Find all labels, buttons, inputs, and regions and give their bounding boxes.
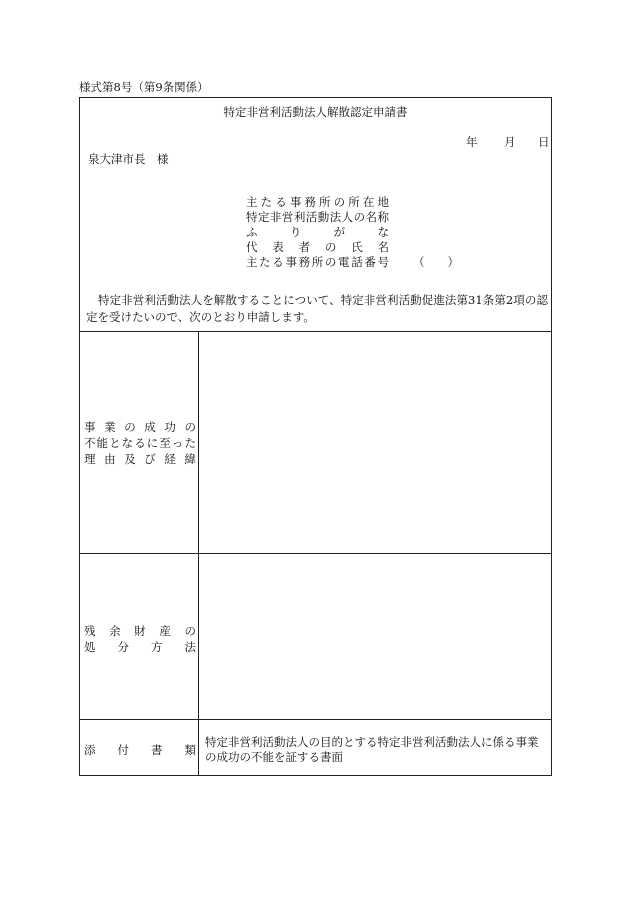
reason-label-line: 不能となるに至った	[84, 436, 196, 450]
applicant-field-label: 主たる事務所の所在地	[246, 195, 389, 209]
reason-field[interactable]	[205, 337, 548, 547]
date-month-label: 月	[504, 135, 516, 149]
applicant-field-label: 代表者の氏名	[246, 240, 389, 254]
residual-assets-label	[84, 623, 196, 655]
row-divider	[80, 553, 551, 554]
reason-label	[84, 419, 196, 467]
form-title: 特定非営利活動法人解散認定申請書	[223, 105, 408, 119]
column-divider	[198, 331, 199, 775]
reason-label-line: 事業の成功の	[84, 420, 196, 434]
applicant-field	[246, 212, 413, 224]
reason-label-line: 理由及び経緯	[84, 452, 196, 466]
attachments-label-line: 添付書類	[84, 743, 196, 757]
date-day-label: 日	[538, 135, 550, 149]
applicant-field-extra: （ ）	[413, 255, 459, 269]
application-form	[79, 97, 552, 776]
applicant-field	[246, 242, 413, 254]
addressee: 泉大津市長 様	[88, 152, 169, 166]
attachments-content: 特定非営利活動法人の目的とする特定非営利活動法人に係る事業の成功の不能を証する書面	[205, 735, 539, 764]
residual-assets-label-line: 処分方法	[84, 640, 196, 654]
row-divider	[80, 719, 551, 720]
applicant-field	[246, 227, 413, 239]
applicant-field	[246, 197, 413, 209]
application-statement: 特定非営利活動法人を解散することについて、特定非営利活動促進法第31条第2項の認定を受けたいので、次のとおり申請します。	[86, 293, 548, 324]
row-divider	[80, 331, 551, 332]
applicant-field-label: ふりがな	[246, 225, 389, 239]
date-year-label: 年	[466, 135, 478, 149]
residual-assets-field[interactable]	[205, 559, 548, 713]
applicant-field-label: 主たる事務所の電話番号	[246, 255, 389, 269]
attachments-label	[84, 742, 196, 758]
applicant-field-label: 特定非営利活動法人の名称	[246, 210, 389, 224]
applicant-field	[246, 257, 459, 269]
residual-assets-label-line: 残余財産の	[84, 624, 196, 638]
form-number: 様式第8号（第9条関係）	[79, 80, 209, 94]
